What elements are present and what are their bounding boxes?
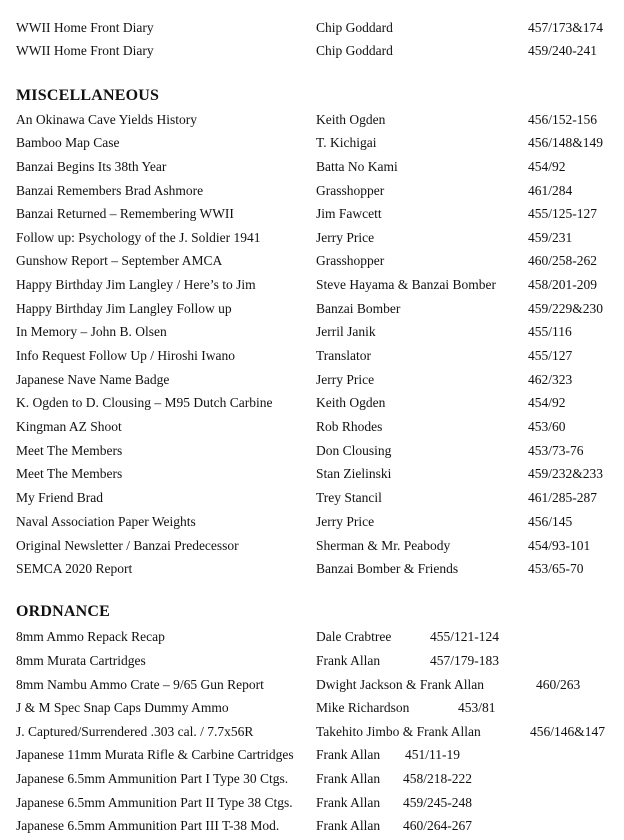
article-reference: 459/245-248: [403, 795, 472, 810]
article-reference: 457/179-183: [430, 653, 499, 668]
article-reference: 461/284: [528, 183, 573, 198]
index-row: [0, 674, 624, 696]
index-row: [0, 298, 624, 320]
index-row: [0, 650, 624, 672]
article-title: Happy Birthday Jim Langley Follow up: [16, 301, 232, 316]
index-row: [0, 535, 624, 557]
index-row: [0, 440, 624, 462]
article-title: Meet The Members: [16, 443, 123, 458]
article-title: Kingman AZ Shoot: [16, 419, 122, 434]
article-author: Jerry Price: [316, 514, 375, 529]
article-author: Don Clousing: [316, 443, 392, 458]
article-author: Rob Rhodes: [316, 419, 383, 434]
article-title: Follow up: Psychology of the J. Soldier 1941: [16, 230, 261, 245]
index-row: [0, 487, 624, 509]
article-reference: 462/323: [528, 372, 573, 387]
index-row: [0, 250, 624, 272]
article-reference: 455/127: [528, 348, 573, 363]
article-reference: 461/285-287: [528, 490, 597, 505]
article-author: Chip Goddard: [316, 20, 393, 35]
article-author: Banzai Bomber: [316, 301, 401, 316]
article-title: Bamboo Map Case: [16, 135, 120, 150]
article-title: An Okinawa Cave Yields History: [16, 112, 197, 127]
article-title: Japanese Nave Name Badge: [16, 372, 170, 387]
article-reference: 451/11-19: [405, 747, 460, 762]
section-heading-miscellaneous: MISCELLANEOUS: [16, 87, 160, 104]
article-reference: 453/81: [458, 700, 496, 715]
index-row: [0, 792, 624, 814]
article-author: Banzai Bomber & Friends: [316, 561, 459, 576]
index-row: [0, 815, 624, 837]
article-author: Batta No Kami: [316, 159, 398, 174]
article-title: Happy Birthday Jim Langley / Here’s to Jim: [16, 277, 256, 292]
index-row: [0, 132, 624, 154]
article-author: Trey Stancil: [316, 490, 382, 505]
article-author: Chip Goddard: [316, 43, 393, 58]
article-reference: 457/173&174: [528, 20, 604, 35]
index-row: [0, 227, 624, 249]
article-title: Original Newsletter / Banzai Predecessor: [16, 538, 239, 553]
index-row: [0, 369, 624, 391]
article-reference: 453/65-70: [528, 561, 584, 576]
index-row: [0, 392, 624, 414]
index-row: [0, 203, 624, 225]
article-title: 8mm Ammo Repack Recap: [16, 629, 165, 644]
index-row: [0, 721, 624, 743]
article-title: Banzai Returned – Remembering WWII: [16, 206, 234, 221]
article-author: Dwight Jackson & Frank Allan: [316, 677, 484, 692]
article-reference: 459/232&233: [528, 466, 604, 481]
article-reference: 460/263: [536, 677, 581, 692]
article-title: Japanese 6.5mm Ammunition Part III T-38 Mod.: [16, 818, 280, 833]
article-author: Frank Allan: [316, 795, 381, 810]
article-reference: 458/201-209: [528, 277, 597, 292]
article-reference: 456/146&147: [530, 724, 606, 739]
article-author: Stan Zielinski: [316, 466, 392, 481]
article-title: My Friend Brad: [16, 490, 103, 505]
article-title: Banzai Remembers Brad Ashmore: [16, 183, 204, 198]
article-title: Meet The Members: [16, 466, 123, 481]
index-row: [0, 744, 624, 766]
article-reference: 459/229&230: [528, 301, 604, 316]
article-author: Sherman & Mr. Peabody: [316, 538, 451, 553]
article-title: Japanese 11mm Murata Rifle & Carbine Cartridges: [16, 747, 294, 762]
article-author: Dale Crabtree: [316, 629, 392, 644]
article-title: SEMCA 2020 Report: [16, 561, 133, 576]
article-author: Jerry Price: [316, 372, 375, 387]
article-title: K. Ogden to D. Clousing – M95 Dutch Carbine: [16, 395, 273, 410]
article-title: J. Captured/Surrendered .303 cal. / 7.7x56R: [16, 724, 254, 739]
article-reference: 455/116: [528, 324, 572, 339]
index-row: [0, 109, 624, 131]
article-title: Gunshow Report – September AMCA: [16, 253, 223, 268]
index-row: [0, 274, 624, 296]
article-author: Frank Allan: [316, 653, 381, 668]
article-title: Japanese 6.5mm Ammunition Part II Type 38 Ctgs.: [16, 795, 293, 810]
index-row: [0, 17, 624, 39]
article-title: Naval Association Paper Weights: [16, 514, 196, 529]
section-heading-ordnance: ORDNANCE: [16, 603, 111, 620]
index-row: [0, 626, 624, 648]
article-title: J & M Spec Snap Caps Dummy Ammo: [16, 700, 229, 715]
index-row: [0, 180, 624, 202]
article-title: 8mm Murata Cartridges: [16, 653, 146, 668]
article-author: Frank Allan: [316, 747, 381, 762]
article-author: Takehito Jimbo & Frank Allan: [316, 724, 481, 739]
index-row: [0, 40, 624, 62]
article-author: Keith Ogden: [316, 112, 386, 127]
article-author: Keith Ogden: [316, 395, 386, 410]
article-reference: 456/145: [528, 514, 573, 529]
index-row: [0, 416, 624, 438]
article-reference: 460/264-267: [403, 818, 472, 833]
index-row: [0, 463, 624, 485]
article-title: WWII Home Front Diary: [16, 20, 154, 35]
article-reference: 454/92: [528, 395, 566, 410]
article-reference: 458/218-222: [403, 771, 472, 786]
article-author: Grasshopper: [316, 183, 385, 198]
article-author: Frank Allan: [316, 818, 381, 833]
article-author: Grasshopper: [316, 253, 385, 268]
article-title: Banzai Begins Its 38th Year: [16, 159, 167, 174]
article-author: Frank Allan: [316, 771, 381, 786]
article-author: Jerril Janik: [316, 324, 376, 339]
article-title: In Memory – John B. Olsen: [16, 324, 167, 339]
article-author: Jim Fawcett: [316, 206, 382, 221]
article-reference: 454/93-101: [528, 538, 591, 553]
article-title: Info Request Follow Up / Hiroshi Iwano: [16, 348, 235, 363]
article-author: Jerry Price: [316, 230, 375, 245]
index-row: [0, 156, 624, 178]
article-reference: 459/240-241: [528, 43, 597, 58]
index-row: [0, 321, 624, 343]
article-title: 8mm Nambu Ammo Crate – 9/65 Gun Report: [16, 677, 264, 692]
article-reference: 455/125-127: [528, 206, 597, 221]
article-reference: 454/92: [528, 159, 566, 174]
article-author: T. Kichigai: [316, 135, 377, 150]
article-reference: 456/152-156: [528, 112, 597, 127]
article-reference: 460/258-262: [528, 253, 597, 268]
index-row: [0, 697, 624, 719]
article-reference: 453/60: [528, 419, 566, 434]
index-row: [0, 511, 624, 533]
article-reference: 456/148&149: [528, 135, 604, 150]
index-row: [0, 768, 624, 790]
index-row: [0, 558, 624, 580]
article-reference: 453/73-76: [528, 443, 584, 458]
article-author: Mike Richardson: [316, 700, 410, 715]
article-title: WWII Home Front Diary: [16, 43, 154, 58]
article-reference: 455/121-124: [430, 629, 499, 644]
article-author: Steve Hayama & Banzai Bomber: [316, 277, 496, 292]
index-row: [0, 345, 624, 367]
article-reference: 459/231: [528, 230, 573, 245]
article-author: Translator: [316, 348, 372, 363]
article-title: Japanese 6.5mm Ammunition Part I Type 30 Ctgs.: [16, 771, 289, 786]
